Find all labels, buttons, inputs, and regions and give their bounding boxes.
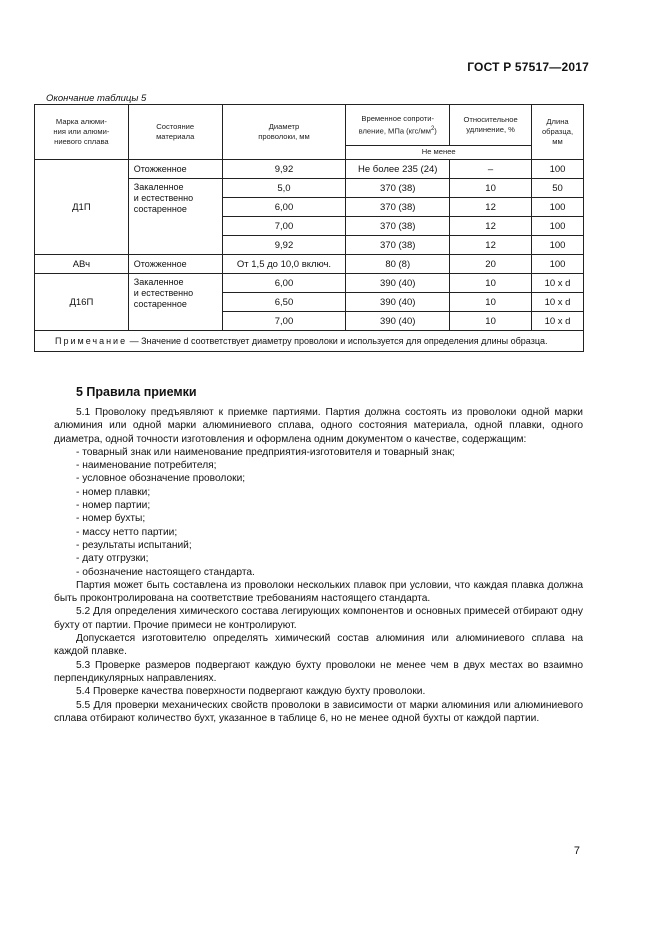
header-grade: Марка алюми- ния или алюми- ниевого сплава (35, 105, 129, 160)
strength-cell: 80 (8) (346, 255, 450, 274)
strength-cell: 370 (38) (346, 198, 450, 217)
list-item: - дату отгрузки; (76, 553, 149, 565)
diameter-cell: 9,92 (222, 236, 346, 255)
grade-cell: Д16П (35, 274, 129, 331)
diameter-cell: 6,50 (222, 293, 346, 312)
list-item: - наименование потребителя; (76, 460, 217, 472)
header-state: Состояние материала (128, 105, 222, 160)
elongation-cell: 12 (450, 236, 532, 255)
paragraph-5-3: 5.3 Проверке размеров подвергают каждую бухту проволоки не менее чем в двух местах во взаимно перпендикулярных направлениях. (54, 659, 583, 684)
paragraph-5-1: 5.1 Проволоку предъявляют к приемке партиями. Партия должна состоять из проволоки одной марки алюминия или одной марки алюминиевого сплава, одного состояния материала, одной плавки, одного диаметра, одной точности изготовления и оформлена одним документом о качестве, содержащим: (54, 407, 583, 445)
requirements-list (54, 446, 583, 579)
page-number: 7 (573, 845, 580, 857)
section-title: 5 Правила приемки (76, 385, 197, 399)
elongation-cell: 10 (450, 179, 532, 198)
state-cell: Отожженное (128, 160, 222, 179)
strength-cell: 370 (38) (346, 217, 450, 236)
strength-cell: 370 (38) (346, 236, 450, 255)
list-item: - номер бухты; (76, 513, 146, 525)
paragraph-5-5: 5.5 Для проверки механических свойств проволоки в зависимости от марки алюминия или алюминиевого сплава отбирают количество бухт, указанное в таблице 6, но не менее одной бухты от каждой партии. (54, 699, 583, 724)
elongation-cell: 10 (450, 312, 532, 331)
table-note-row (35, 331, 584, 352)
list-item: - условное обозначение проволоки; (76, 473, 246, 485)
table-row (35, 160, 584, 179)
section-body (54, 406, 583, 725)
diameter-cell: От 1,5 до 10,0 включ. (222, 255, 346, 274)
elongation-cell: – (450, 160, 532, 179)
strength-cell: 390 (40) (346, 293, 450, 312)
header-length: Длина образца, мм (532, 105, 584, 160)
paragraph: Допускается изготовителю определять химический состав алюминия или алюминиевого сплава на каждой плавке. (54, 633, 583, 658)
list-item: - массу нетто партии; (76, 526, 178, 538)
diameter-cell: 7,00 (222, 217, 346, 236)
state-cell: Закаленное и естественно состаренное (128, 274, 222, 331)
header-diameter: Диаметр проволоки, мм (222, 105, 346, 160)
table-note: Примечание — Значение d соответствует диаметру проволоки и используется для определения длины образца. (35, 331, 584, 352)
header-strength: Временное сопроти- вление, МПа $(кгс/мм^2)$ (346, 105, 450, 146)
table-caption: Окончание таблицы 5 (46, 93, 147, 104)
header-elongation: Относительное удлинение, % (450, 105, 532, 146)
elongation-cell: 10 (450, 293, 532, 312)
state-cell: Отожженное (128, 255, 222, 274)
header-min: Не менее (346, 145, 532, 159)
paragraph-5-4: 5.4 Проверке качества поверхности подвергают каждую бухту проволоки. (76, 686, 426, 698)
length-cell: 10 x d (532, 274, 584, 293)
list-item: - номер плавки; (76, 486, 151, 498)
length-cell: 10 x d (532, 312, 584, 331)
strength-cell: 390 (40) (346, 274, 450, 293)
list-item: - номер партии; (76, 500, 151, 512)
grade-cell: АВч (35, 255, 129, 274)
strength-cell: Не более 235 (24) (346, 160, 450, 179)
elongation-cell: 12 (450, 217, 532, 236)
length-cell: 100 (532, 236, 584, 255)
standard-code: ГОСТ Р 57517—2017 (467, 60, 589, 74)
list-item: - обозначение настоящего стандарта. (76, 566, 255, 578)
length-cell: 50 (532, 179, 584, 198)
length-cell: 100 (532, 217, 584, 236)
strength-cell: 370 (38) (346, 179, 450, 198)
diameter-cell: 5,0 (222, 179, 346, 198)
diameter-cell: 7,00 (222, 312, 346, 331)
length-cell: 10 x d (532, 293, 584, 312)
strength-cell: 390 (40) (346, 312, 450, 331)
length-cell: 100 (532, 255, 584, 274)
table-row (35, 274, 584, 293)
paragraph-5-2: 5.2 Для определения химического состава легирующих компонентов и основных примесей отбирают одну бухту от партии. Прочие примеси не контролируют. (54, 606, 583, 631)
length-cell: 100 (532, 160, 584, 179)
elongation-cell: 12 (450, 198, 532, 217)
diameter-cell: 9,92 (222, 160, 346, 179)
elongation-cell: 20 (450, 255, 532, 274)
table-5 (34, 104, 584, 352)
length-cell: 100 (532, 198, 584, 217)
diameter-cell: 6,00 (222, 274, 346, 293)
state-cell: Закаленное и естественно состаренное (128, 179, 222, 255)
list-item: - товарный знак или наименование предприятия-изготовителя и товарный знак; (76, 446, 455, 458)
elongation-cell: 10 (450, 274, 532, 293)
paragraph: Партия может быть составлена из проволоки нескольких плавок при условии, что каждая плавка должна быть проконтролирована на соответствие требованиям настоящего стандарта. (54, 579, 583, 605)
grade-cell: Д1П (35, 160, 129, 255)
list-item: - результаты испытаний; (76, 539, 192, 551)
diameter-cell: 6,00 (222, 198, 346, 217)
table-row (35, 255, 584, 274)
